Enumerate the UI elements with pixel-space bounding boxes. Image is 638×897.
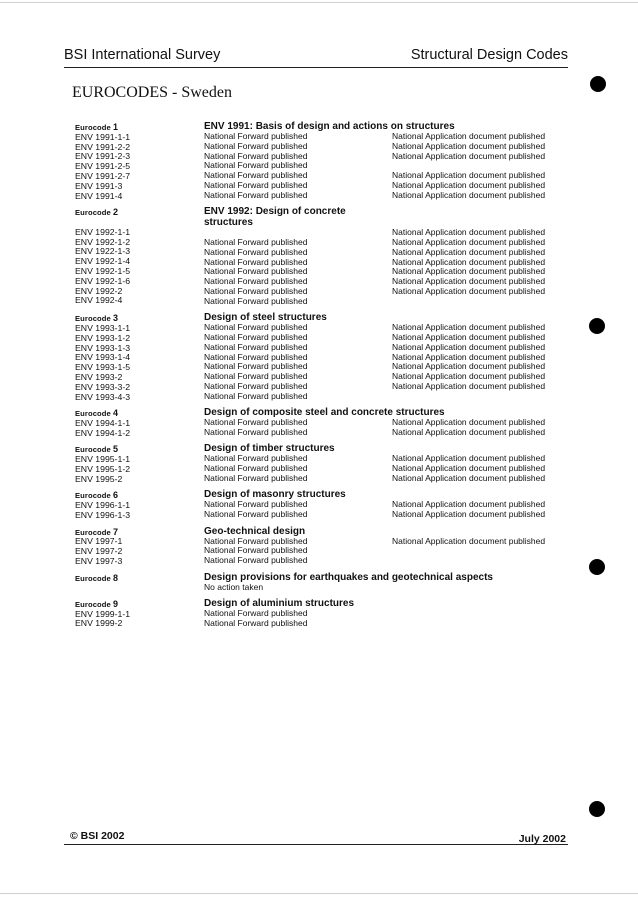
national-application-status: National Application document published <box>392 331 546 342</box>
status-row <box>204 191 564 201</box>
group-title: Design of masonry structures <box>204 489 346 501</box>
eurocode-status-group <box>204 206 564 306</box>
status-row <box>204 428 564 438</box>
national-forward-status: National Forward published <box>204 189 308 200</box>
national-forward-status: No action taken <box>204 581 264 592</box>
national-forward-status: National Forward published <box>204 331 308 342</box>
env-code: ENV 1922-1-3 <box>75 246 131 257</box>
national-application-status: National Application document published <box>392 361 546 372</box>
group-title: Design of timber structures <box>204 443 335 455</box>
national-forward-status: National Forward published <box>204 453 308 464</box>
env-code: ENV 1999-2 <box>75 618 123 629</box>
national-application-status: National Application document published <box>392 179 546 190</box>
env-code: ENV 1999-1-1 <box>75 608 131 619</box>
national-forward-status: National Forward published <box>204 295 308 306</box>
eurocode-number: 9 <box>113 598 119 609</box>
eurocode-list <box>75 123 195 636</box>
national-forward-status: National Forward published <box>204 131 308 141</box>
env-code: ENV 1995-2 <box>75 473 123 484</box>
eurocode-number: 8 <box>113 572 119 583</box>
eurocode-word: Eurocode <box>75 527 111 537</box>
national-application-status: National Application document published <box>392 266 546 277</box>
status-row <box>204 297 564 307</box>
env-code: ENV 1991-3 <box>75 180 123 191</box>
eurocode-group <box>75 123 195 203</box>
eurocode-word: Eurocode <box>75 314 111 324</box>
national-application-status: National Application document published <box>392 351 546 362</box>
national-forward-status: National Forward published <box>204 361 308 372</box>
env-code: ENV 1991-1-1 <box>75 131 131 142</box>
env-code: ENV 1993-1-5 <box>75 362 131 373</box>
group-title: Design provisions for earthquakes and geotechnical aspects <box>204 571 493 583</box>
binder-hole-dot <box>589 559 605 575</box>
national-forward-status: National Forward published <box>204 246 308 257</box>
national-forward-status: National Forward published <box>204 150 308 161</box>
national-forward-status: National Forward published <box>204 426 308 437</box>
national-forward-status: National Forward published <box>204 322 308 333</box>
env-code: ENV 1996-1-1 <box>75 500 131 511</box>
eurocode-status-group <box>204 489 564 520</box>
national-application-status: National Application document published <box>392 131 546 141</box>
page-title: EUROCODES - Sweden <box>72 84 232 101</box>
eurocode-number: 4 <box>113 408 119 419</box>
binder-hole-dot <box>589 318 605 334</box>
national-application-status: National Application document published <box>392 341 546 352</box>
eurocode-heading <box>75 574 195 584</box>
footer-copyright: © BSI 2002 <box>70 830 125 842</box>
header-left: BSI International Survey <box>64 47 221 63</box>
group-title: Design of composite steel and concrete structures <box>204 407 445 419</box>
eurocode-word: Eurocode <box>75 491 111 501</box>
env-code: ENV 1993-1-1 <box>75 322 131 333</box>
national-application-status: National Application document published <box>392 322 546 333</box>
group-title: Design of steel structures <box>204 312 327 324</box>
env-code: ENV 1991-2-5 <box>75 161 131 172</box>
national-application-status: National Application document published <box>392 236 546 247</box>
eurocode-group <box>75 314 195 403</box>
top-rule <box>0 2 638 3</box>
page-header <box>64 47 568 68</box>
national-forward-status: National Forward published <box>204 351 308 362</box>
env-code: ENV 1993-2 <box>75 371 123 382</box>
national-application-status: National Application document published <box>392 453 546 464</box>
env-code: ENV 1993-1-2 <box>75 332 131 343</box>
national-forward-status: National Forward published <box>204 380 308 391</box>
eurocode-number: 3 <box>113 313 119 324</box>
env-code: ENV 1995-1-1 <box>75 454 131 465</box>
national-forward-status: National Forward published <box>204 617 308 628</box>
env-code: ENV 1997-2 <box>75 546 123 557</box>
national-application-status: National Application document published <box>392 256 546 267</box>
national-forward-status: National Forward published <box>204 236 308 247</box>
national-forward-status: National Forward published <box>204 417 308 428</box>
eurocode-number: 2 <box>113 207 119 218</box>
national-forward-status: National Forward published <box>204 545 308 556</box>
env-code: ENV 1992-1-1 <box>75 226 131 237</box>
national-application-status: National Application document published <box>392 417 546 428</box>
status-list <box>204 121 564 634</box>
status-row <box>204 556 564 566</box>
eurocode-status-group <box>204 312 564 401</box>
env-code: ENV 1995-1-2 <box>75 463 131 474</box>
national-forward-status: National Forward published <box>204 390 308 401</box>
env-code: ENV 1992-4 <box>75 295 123 306</box>
eurocode-word: Eurocode <box>75 573 111 583</box>
eurocode-number: 7 <box>113 526 119 537</box>
national-application-status: National Application document published <box>392 276 546 287</box>
env-code: ENV 1992-1-2 <box>75 236 131 247</box>
national-forward-status: National Forward published <box>204 160 308 171</box>
eurocode-status-group <box>204 526 564 566</box>
eurocode-group <box>75 528 195 568</box>
env-code: ENV 1994-1-1 <box>75 417 131 428</box>
status-row <box>204 474 564 484</box>
group-title: Design of aluminium structures <box>204 597 355 609</box>
eurocode-group <box>75 208 195 308</box>
national-application-status: National Application document published <box>392 380 546 391</box>
header-right: Structural Design Codes <box>410 47 568 63</box>
eurocode-number: 1 <box>113 122 119 132</box>
national-forward-status: National Forward published <box>204 140 308 151</box>
eurocode-status-group <box>204 443 564 483</box>
group-title: ENV 1992: Design of concrete structures <box>204 206 346 229</box>
national-forward-status: National Forward published <box>204 341 308 352</box>
national-forward-status: National Forward published <box>204 371 308 382</box>
eurocode-number: 5 <box>113 444 119 455</box>
national-forward-status: National Forward published <box>204 472 308 483</box>
status-row <box>204 619 564 629</box>
eurocode-word: Eurocode <box>75 599 111 609</box>
national-forward-status: National Forward published <box>204 463 308 474</box>
national-forward-status: National Forward published <box>204 179 308 190</box>
binder-hole-dot <box>590 76 606 92</box>
env-code: ENV 1996-1-3 <box>75 509 131 520</box>
env-code: ENV 1991-2-7 <box>75 170 131 181</box>
national-forward-status: National Forward published <box>204 170 308 181</box>
national-application-status: National Application document published <box>392 227 546 238</box>
national-application-status: National Application document published <box>392 463 546 474</box>
env-code: ENV 1991-2-3 <box>75 151 131 162</box>
env-code: ENV 1993-3-2 <box>75 381 131 392</box>
national-forward-status: National Forward published <box>204 276 308 287</box>
status-row <box>204 392 564 402</box>
national-application-status: National Application document published <box>392 472 546 483</box>
eurocode-word: Eurocode <box>75 409 111 419</box>
national-application-status: National Application document published <box>392 371 546 382</box>
eurocode-word: Eurocode <box>75 123 111 132</box>
national-application-status: National Application document published <box>392 499 546 510</box>
eurocode-status-group <box>204 407 564 438</box>
status-row <box>204 510 564 520</box>
env-code: ENV 1993-1-4 <box>75 352 131 363</box>
env-code: ENV 1991-4 <box>75 190 123 201</box>
national-forward-status: National Forward published <box>204 266 308 277</box>
national-forward-status: National Forward published <box>204 555 308 566</box>
national-forward-status: National Forward published <box>204 285 308 296</box>
group-title: Geo-technical design <box>204 525 306 537</box>
national-application-status: National Application document published <box>392 426 546 437</box>
eurocode-number: 6 <box>113 490 119 501</box>
eurocode-status-group <box>204 572 564 593</box>
footer-date: July 2002 <box>518 833 566 845</box>
eurocode-group <box>75 445 195 485</box>
env-code: ENV 1992-2 <box>75 285 123 296</box>
page-footer <box>64 830 568 845</box>
eurocode-group <box>75 574 195 595</box>
national-application-status: National Application document published <box>392 285 546 296</box>
national-forward-status: National Forward published <box>204 499 308 510</box>
national-application-status: National Application document published <box>392 246 546 257</box>
binder-hole-dot <box>589 801 605 817</box>
eurocode-group <box>75 600 195 631</box>
national-application-status: National Application document published <box>392 535 546 546</box>
national-application-status: National Application document published <box>392 509 546 520</box>
env-code: ENV 1992-1-5 <box>75 265 131 276</box>
env-code: ENV 1997-3 <box>75 555 123 566</box>
national-forward-status: National Forward published <box>204 535 308 546</box>
eurocode-status-group <box>204 598 564 629</box>
national-application-status: National Application document published <box>392 150 546 161</box>
group-title: ENV 1991: Basis of design and actions on structures <box>204 121 455 132</box>
bottom-rule <box>0 893 638 894</box>
eurocode-status-group <box>204 121 564 201</box>
env-code: ENV 1992-1-4 <box>75 256 131 267</box>
env-code: ENV 1994-1-2 <box>75 427 131 438</box>
national-application-status: National Application document published <box>392 189 546 200</box>
eurocode-heading <box>75 208 195 228</box>
national-application-status: National Application document published <box>392 170 546 181</box>
eurocode-word: Eurocode <box>75 208 111 218</box>
env-code: ENV 1993-4-3 <box>75 391 131 402</box>
national-forward-status: National Forward published <box>204 509 308 520</box>
national-forward-status: National Forward published <box>204 256 308 267</box>
env-code: ENV 1992-1-6 <box>75 275 131 286</box>
eurocode-word: Eurocode <box>75 445 111 455</box>
national-application-status: National Application document published <box>392 140 546 151</box>
national-forward-status: National Forward published <box>204 607 308 618</box>
env-code: ENV 1991-2-2 <box>75 141 131 152</box>
env-code: ENV 1997-1 <box>75 536 123 547</box>
status-row <box>204 583 564 593</box>
eurocode-group <box>75 409 195 440</box>
eurocode-group <box>75 491 195 522</box>
env-code: ENV 1993-1-3 <box>75 342 131 353</box>
